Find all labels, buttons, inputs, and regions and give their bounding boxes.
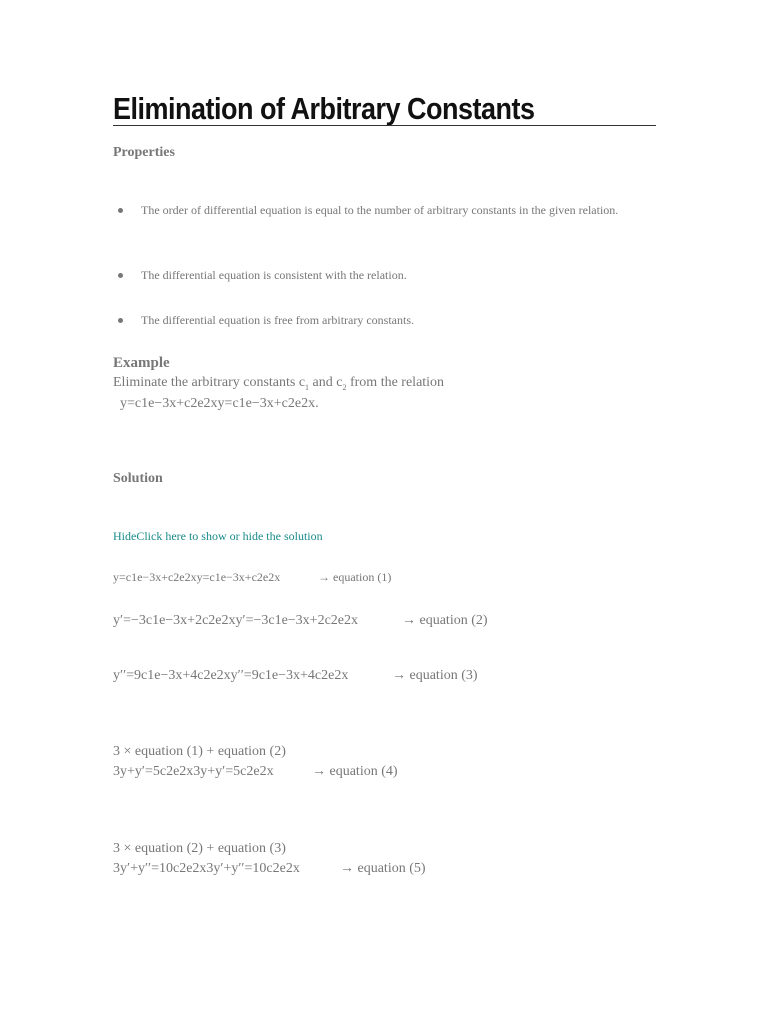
equation-3: y′′=9c1e−3x+4c2e2xy′′=9c1e−3x+4c2e2x [113,668,349,683]
toggle-solution-link[interactable]: HideClick here to show or hide the solution [113,529,323,543]
properties-heading: Properties [113,145,175,160]
bullet-1 [118,208,123,213]
equation-2: y′=−3c1e−3x+2c2e2xy′=−3c1e−3x+2c2e2x [113,613,358,628]
equation-2-tag: → equation (2) [402,613,488,628]
equation-1: y=c1e−3x+c2e2xy=c1e−3x+c2e2x [113,570,281,584]
property-item-2: The differential equation is consistent with the relation. [141,268,407,282]
subscript-2: 2 [342,382,347,392]
equation-3-tag: → equation (3) [392,668,478,683]
bullet-3 [118,318,123,323]
equation-4: 3y+y′=5c2e2x3y+y′=5c2e2x [113,764,274,779]
example-statement [113,375,444,392]
bullet-2 [118,273,123,278]
property-item-1: The order of differential equation is equal to the number of arbitrary constants in the given relation. [141,203,619,217]
page-title: Elimination of Arbitrary Constants [113,92,535,126]
example-text-pre: Eliminate the arbitrary constants c [113,375,306,390]
example-text-post: from the relation [346,375,445,390]
step-2-label: 3 × equation (2) + equation (3) [113,841,286,856]
equation-4-tag: → equation (4) [312,764,398,779]
example-relation: y=c1e−3x+c2e2xy=c1e−3x+c2e2x. [120,396,319,411]
equation-1-tag: → equation (1) [318,570,392,584]
step-1-label: 3 × equation (1) + equation (2) [113,744,286,759]
title-underline [113,125,656,126]
example-text-mid: and c [309,375,343,390]
solution-heading: Solution [113,471,163,486]
equation-5: 3y′+y′′=10c2e2x3y′+y′′=10c2e2x [113,861,300,876]
equation-5-tag: → equation (5) [340,861,426,876]
example-heading: Example [113,355,170,371]
property-item-3: The differential equation is free from arbitrary constants. [141,313,415,327]
subscript-1: 1 [305,382,310,392]
